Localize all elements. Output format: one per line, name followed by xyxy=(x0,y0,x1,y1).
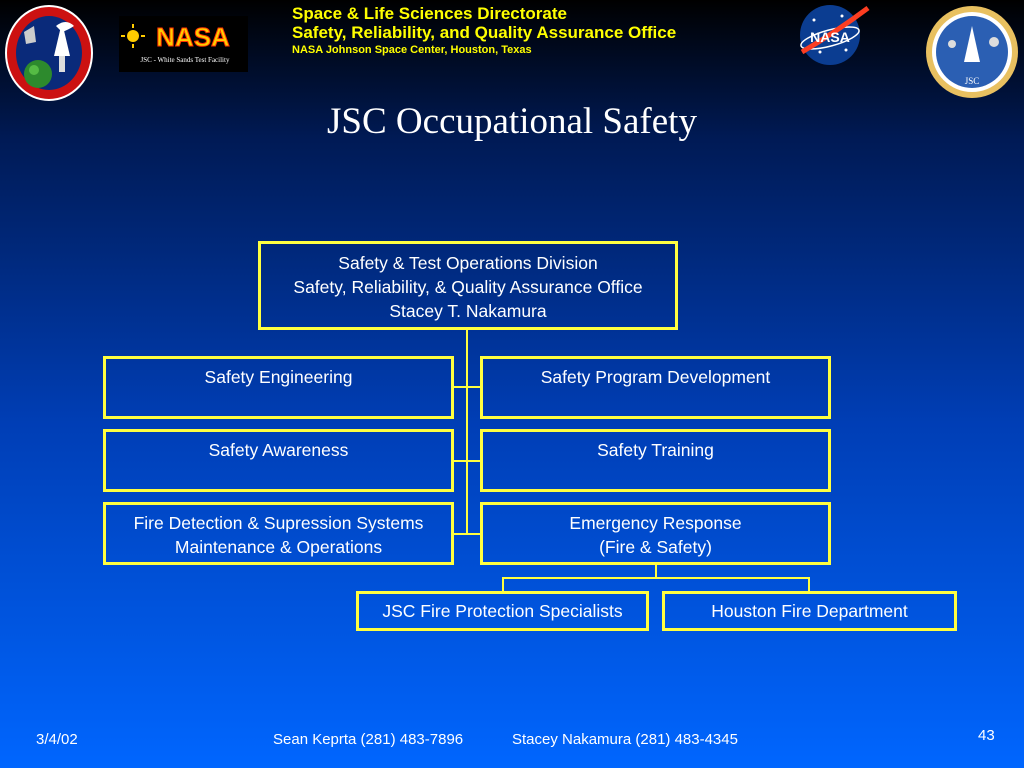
branch-connector xyxy=(453,386,481,388)
org-box-label: Safety Program Development xyxy=(540,367,771,387)
org-box-houston-fire-department xyxy=(662,591,957,631)
wsf-logo-text: NASA xyxy=(156,22,230,52)
footer-contact-keprta: Sean Keprta (281) 483-7896 xyxy=(273,731,464,748)
page-title: JSC Occupational Safety xyxy=(327,101,697,142)
org-box-sublabel: (Fire & Safety) xyxy=(599,537,712,557)
org-root-office: Safety, Reliability, & Quality Assurance Office xyxy=(293,277,643,297)
org-root-manager: Stacey T. Nakamura xyxy=(389,301,547,321)
org-box-safety-awareness xyxy=(103,429,454,492)
org-box-label: JSC Fire Protection Specialists xyxy=(382,601,623,621)
org-box-safety-training xyxy=(480,429,831,492)
org-box-safety-engineering xyxy=(103,356,454,419)
org-root-division: Safety & Test Operations Division xyxy=(338,253,598,273)
header-directorate: Space & Life Sciences Directorate xyxy=(292,4,567,23)
white-sands-logo xyxy=(119,16,248,72)
org-box-label: Houston Fire Department xyxy=(711,601,908,621)
org-box-sublabel: Maintenance & Operations xyxy=(174,537,383,557)
header-location: NASA Johnson Space Center, Houston, Texas xyxy=(292,44,532,56)
wsf-logo-caption: JSC - White Sands Test Facility xyxy=(140,56,230,64)
org-box-label: Safety Training xyxy=(597,440,714,460)
sub-drop-connector xyxy=(808,577,810,592)
branch-connector xyxy=(453,533,481,535)
org-box-label: Fire Detection & Supression Systems xyxy=(133,513,424,533)
jsc-seal-logo xyxy=(924,4,1020,100)
org-box-emergency-response xyxy=(480,502,831,565)
org-root-box xyxy=(258,241,678,330)
page-number: 43 xyxy=(978,727,995,744)
org-box-label: Emergency Response xyxy=(569,513,742,533)
nasa-meatball-text: NASA xyxy=(810,29,850,45)
org-box-fire-detection xyxy=(103,502,454,565)
jsc-seal-text: JSC xyxy=(964,76,980,86)
nasa-meatball-logo xyxy=(796,2,872,68)
org-box-label: Safety Engineering xyxy=(204,367,353,387)
branch-connector xyxy=(453,460,481,462)
sub-bar-connector xyxy=(502,577,810,579)
trunk-connector xyxy=(466,329,468,534)
mission-patch-logo xyxy=(4,4,94,102)
org-box-jsc-fire-protection xyxy=(356,591,649,631)
header-office: Safety, Reliability, and Quality Assurance Office xyxy=(292,23,677,42)
footer-date: 3/4/02 xyxy=(36,731,78,748)
sub-drop-connector xyxy=(502,577,504,592)
footer-contact-nakamura: Stacey Nakamura (281) 483-4345 xyxy=(512,731,738,748)
org-box-safety-program-development xyxy=(480,356,831,419)
org-box-label: Safety Awareness xyxy=(208,440,349,460)
